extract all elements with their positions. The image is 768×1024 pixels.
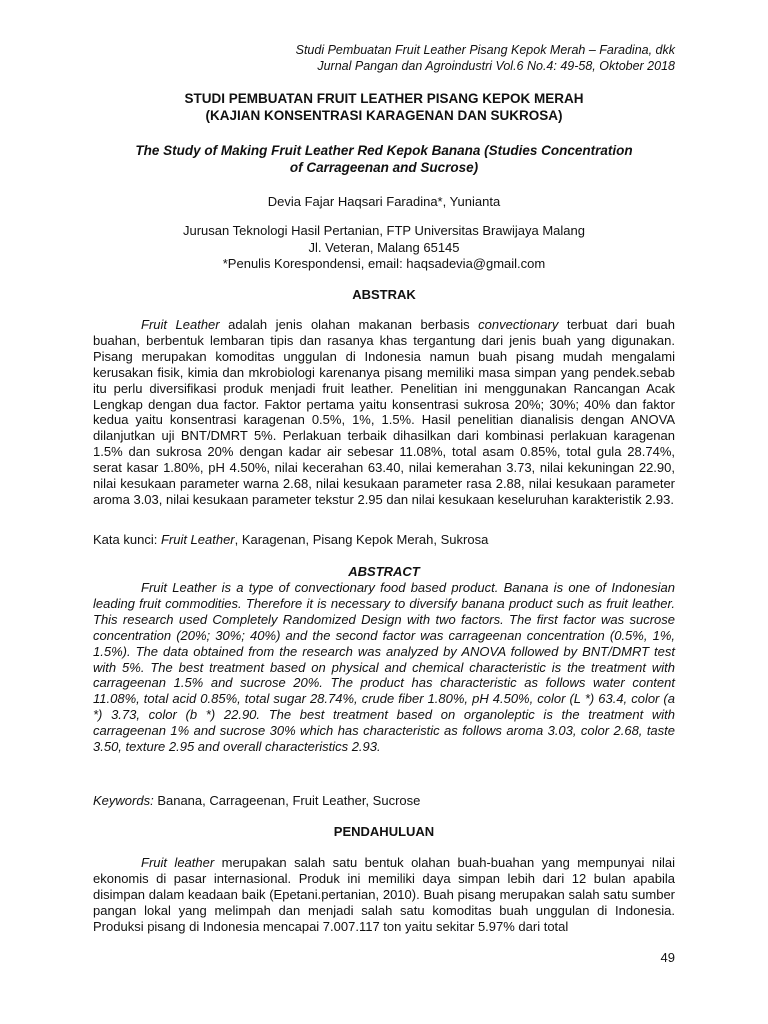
authors: Devia Fajar Haqsari Faradina*, Yunianta — [267, 194, 501, 209]
paper-title-line-1: STUDI PEMBUATAN FRUIT LEATHER PISANG KEPOK MERAH — [184, 91, 584, 106]
kata-kunci-term: Fruit Leather — [160, 532, 235, 547]
pendahuluan-text: merupakan salah satu bentuk olahan buah-buahan yang mempunyai nilai ekonomis di pasar internasional. Produk ini memiliki daya simpan lebih dari 12 bulan apabila disimpan dalam keadaan baik (Epetani.pertanian, 2010). Buah pisang merupakan salah satu sumber pangan lokal yang melimpah dan menjadi salah satu komoditas buah unggulan di Indonesia. Produksi pisang di Indonesia mencapai 7.007.117 ton yaitu sekitar 5.97% dari total — [93, 855, 675, 934]
affiliation-line-1: Jurusan Teknologi Hasil Pertanian, FTP Universitas Brawijaya Malang — [183, 223, 585, 238]
abstrak-text-2: terbuat dari buah buahan, berbentuk lembaran tipis dan rasanya khas tergantung dari jenis buah yang digunakan. Pisang merupakan komoditas unggulan di Indonesia namun buah pisang mudah mengalami kerusakan fisik, kimia dan mkrobiologi karenanya pisang memiliki masa simpan yang pendek.sebab itu perlu diversifikasi produk menjadi fruit leather. Penelitian ini menggunakan Rancangan Acak Lengkap dengan dua factor. Faktor pertama yaitu konsentrasi sukrosa 20%; 30%; 40% dan faktor kedua yaitu konsentrasi karagenan 0.5%, 1%, 1.5%. Hasil penelitian dianalisis dengan ANOVA dilanjutkan uji BNT/DMRT 5%. Perlakuan terbaik dihasilkan dari kombinasi perlakuan karagenan 1.5% dan sukrosa 20% dengan kadar air sebesar 11.08%, total asam 0.85%, total gula 28.74%, serat kasar 1.80%, pH 4.50%, nilai kecerahan 63.40, nilai kemerahan 3.73, nilai kekuningan 22.90, nilai kesukaan parameter warna 2.68, nilai kesukaan parameter rasa 2.88, nilai kesukaan parameter aroma 3.03, nilai kesukaan parameter tekstur 2.95 dan nilai kesukaan keseluruhan karakteristik 2.93. — [93, 317, 675, 507]
kata-kunci-label: Kata kunci: — [93, 532, 161, 547]
running-head — [155, 42, 675, 74]
paper-title-line-2: (KAJIAN KONSENTRASI KARAGENAN DAN SUKROSA) — [205, 108, 563, 123]
abstrak-text-1: adalah jenis olahan makanan berbasis — [219, 317, 479, 332]
kata-kunci — [93, 532, 675, 548]
pendahuluan-paragraph — [93, 855, 675, 935]
abstrak-term-fruit-leather: Fruit Leather — [141, 317, 220, 332]
abstract-paragraph: Fruit Leather is a type of convectionary food based product. Banana is one of Indonesian leading fruit commodities. Therefore it is necessary to diversify banana product such as fruit leather. This research used Completely Randomized Design with two factors. The first factor was sucrose concentration (20%; 30%; 40%) and the second factor was carrageenan concentration (0.5%, 1%, 1.5%). The data obtained from the research was analyzed by ANOVA followed by BNT/DMRT test with 5%. The best treatment based on physical and chemical characteristic is the treatment with carrageenan 1.5% and sucrose 20%. The product has characteristic as follows water content 11.08%, total acid 0.85%, total sugar 28.74%, crude fiber 1.80%, pH 4.50%, color (L *) 63.4, color (a *) 3.73, color (b *) 22.90. The best treatment based on organoleptic is the treatment with carrageenan 1% and sucrose 30% which has characteristic as follows aroma 3.03, color 2.68, taste 3.50, texture 2.95 and overall characteristics 2.93. — [93, 580, 675, 755]
paper-title — [93, 90, 675, 124]
affiliation-line-2: Jl. Veteran, Malang 65145 — [308, 239, 460, 255]
affiliation — [93, 223, 675, 273]
pendahuluan-heading: PENDAHULUAN — [333, 824, 435, 839]
abstrak-term-convectionary: convectionary — [478, 317, 559, 332]
abstract-heading: ABSTRACT — [348, 564, 420, 579]
page-number: 49 — [660, 950, 675, 965]
subtitle-line-2: of Carrageenan and Sucrose) — [289, 160, 479, 175]
paper-subtitle-english — [93, 142, 675, 176]
keywords — [93, 793, 675, 809]
affiliation-email-line: *Penulis Korespondensi, email: haqsadevia@gmail.com — [222, 256, 546, 271]
pendahuluan-term-fruit-leather: Fruit leather — [141, 855, 215, 870]
abstrak-heading: ABSTRAK — [352, 287, 416, 302]
running-head-line-2: Jurnal Pangan dan Agroindustri Vol.6 No.4: 49-58, Oktober 2018 — [317, 59, 675, 73]
keywords-label: Keywords: — [93, 793, 154, 808]
subtitle-line-1: The Study of Making Fruit Leather Red Kepok Banana (Studies Concentration — [135, 143, 633, 158]
abstrak-paragraph — [93, 317, 675, 508]
keywords-rest: Banana, Carrageenan, Fruit Leather, Sucrose — [153, 793, 421, 808]
running-head-line-1: Studi Pembuatan Fruit Leather Pisang Kepok Merah – Faradina, dkk — [295, 43, 675, 57]
kata-kunci-rest: , Karagenan, Pisang Kepok Merah, Sukrosa — [234, 532, 489, 547]
